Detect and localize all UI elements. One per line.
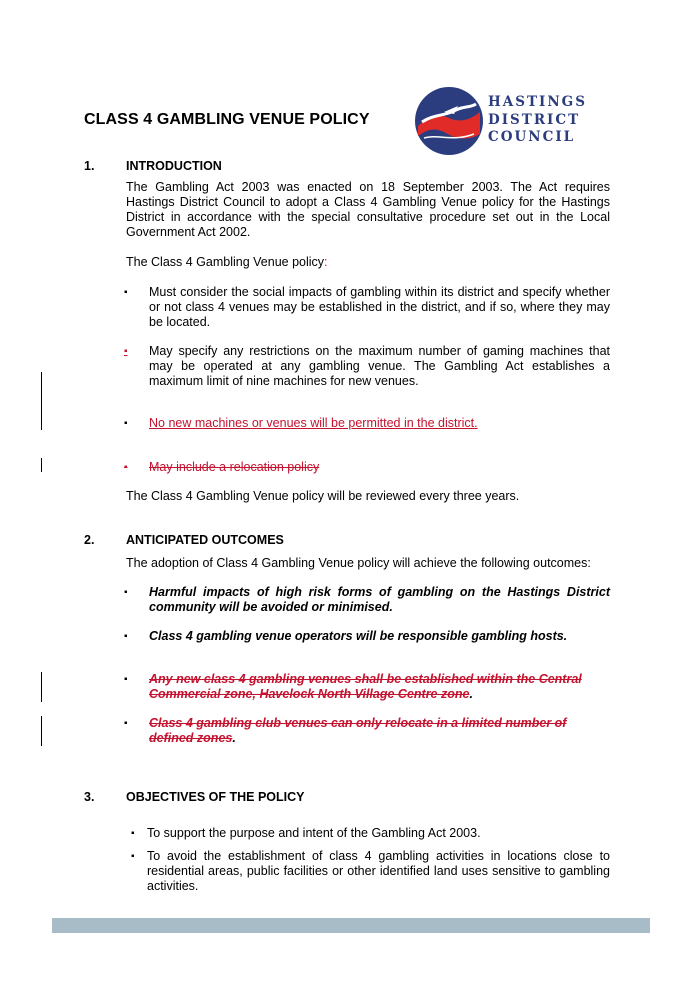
section-3-heading: OBJECTIVES OF THE POLICY (126, 790, 305, 804)
section-1-closing: The Class 4 Gambling Venue policy will be reviewed every three years. (126, 489, 520, 503)
bullet-icon: ▪ (124, 631, 128, 642)
section-2-bullet-3-deleted (149, 672, 610, 702)
logo-line-1: HASTINGS (488, 94, 587, 110)
section-2-intro: The adoption of Class 4 Gambling Venue policy will achieve the following outcomes: (126, 556, 591, 570)
bullet-icon: ▪ (124, 462, 128, 473)
section-1-bullet-4-deleted: May include a relocation policy (149, 460, 320, 474)
page-title: CLASS 4 GAMBLING VENUE POLICY (84, 111, 370, 128)
section-2-heading: ANTICIPATED OUTCOMES (126, 533, 284, 547)
logo-line-3: COUNCIL (488, 129, 576, 145)
section-1-paragraph-2 (126, 255, 610, 270)
bullet-icon: ▪ (131, 828, 135, 839)
bullet-icon: ▪ (124, 718, 128, 729)
logo-line-2: DISTRICT (488, 111, 581, 128)
council-name (488, 94, 587, 147)
period: . (469, 687, 473, 701)
bullet-icon: ▪ (124, 418, 128, 429)
section-3-bullet-1: To support the purpose and intent of the Gambling Act 2003. (147, 826, 481, 840)
footer-bar (52, 918, 650, 933)
period: . (232, 731, 236, 745)
section-1-bullet-1: Must consider the social impacts of gambling within its district and specify whether or not class 4 venues may be established in the district, and if so, where they may be located. (149, 285, 610, 329)
section-1-number: 1. (84, 159, 95, 173)
section-2-bullet-4-deleted (149, 716, 610, 746)
section-3-bullet-2: To avoid the establishment of class 4 gambling activities in locations close to residential areas, public facilities or other identified land uses sensitive to gambling activities. (147, 849, 610, 893)
section-2-number: 2. (84, 533, 95, 547)
section-1-heading: INTRODUCTION (126, 159, 222, 173)
deleted-text: Any new class 4 gambling venues shall be established within the Central Commercial zone, Havelock North Village Centre zone (149, 672, 582, 701)
change-bar (41, 672, 42, 702)
change-bar (41, 716, 42, 746)
council-logo (414, 86, 587, 158)
section-2-bullet-2: Class 4 gambling venue operators will be responsible gambling hosts. (149, 629, 568, 643)
policy-intro-colon: : (324, 255, 328, 269)
bullet-icon: ▪ (131, 851, 135, 862)
bullet-icon: ▪ (124, 346, 128, 357)
council-emblem-icon (414, 86, 484, 156)
section-1-paragraph-1: The Gambling Act 2003 was enacted on 18 September 2003. The Act requires Hastings District Council to adopt a Class 4 Gambling Venue policy for the Hastings District in accordance with the special consultative procedure set out in the Local Government Act 2002. (126, 180, 610, 239)
change-bar (41, 372, 42, 430)
deleted-text: Class 4 gambling club venues can only relocate in a limited number of defined zones (149, 716, 567, 745)
bullet-icon: ▪ (124, 674, 128, 685)
section-1-bullet-3-inserted: No new machines or venues will be permitted in the district. (149, 416, 478, 430)
bullet-icon: ▪ (124, 587, 128, 598)
policy-intro-text: The Class 4 Gambling Venue policy (126, 255, 325, 269)
section-2-bullet-1: Harmful impacts of high risk forms of gambling on the Hastings District community will be avoided or minimised. (149, 585, 610, 614)
section-3-number: 3. (84, 790, 95, 804)
bullet-icon: ▪ (124, 287, 128, 298)
section-1-bullet-2: May specify any restrictions on the maximum number of gaming machines that may be operated at any gambling venue. The Gambling Act establishes a maximum limit of nine machines for new venues. (149, 344, 610, 388)
change-bar (41, 458, 42, 472)
